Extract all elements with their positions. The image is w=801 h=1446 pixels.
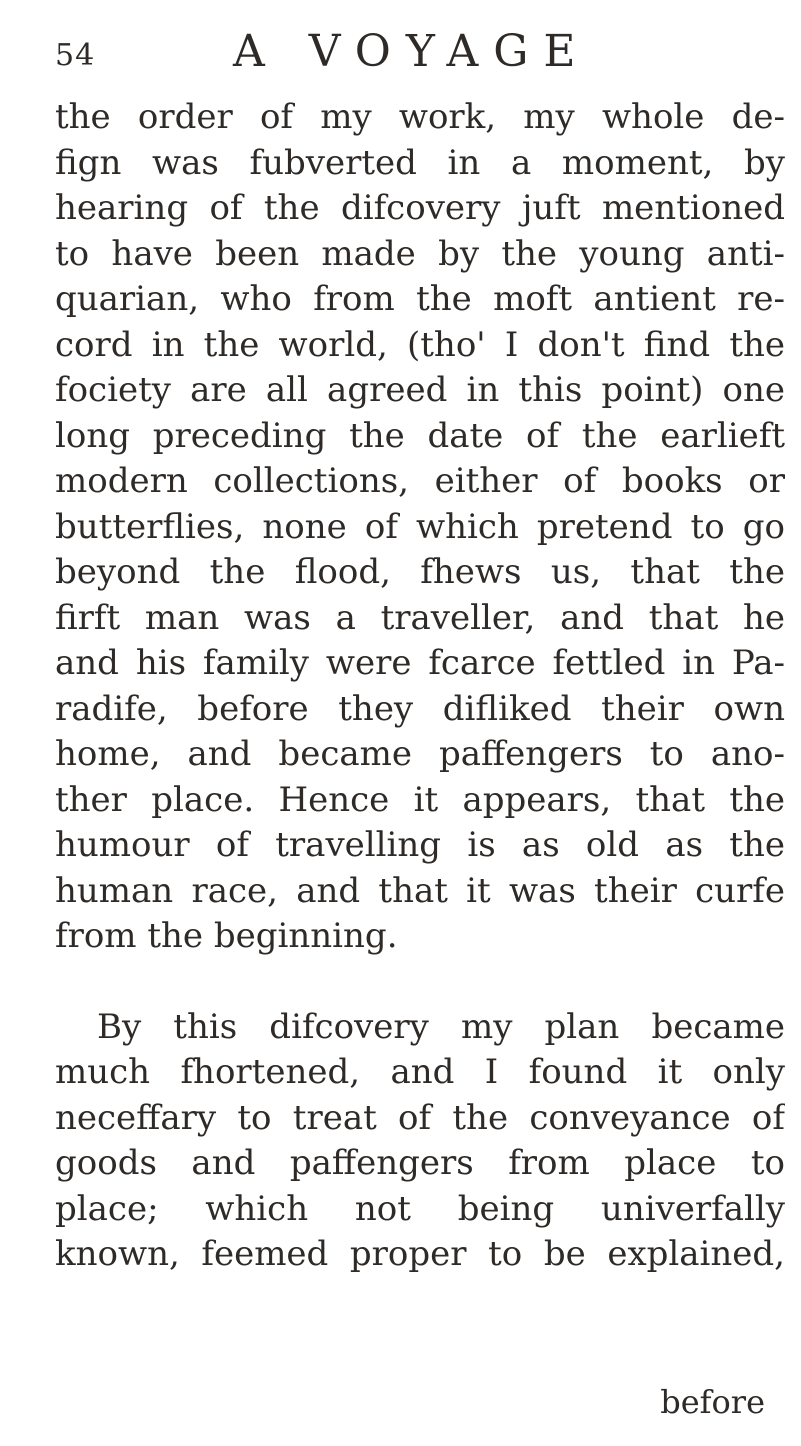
- paragraph-2: [55, 1005, 785, 1278]
- text-line: fociety are all agreed in this point) one: [55, 370, 785, 410]
- body-text: [55, 95, 785, 1278]
- running-title: A VOYAGE: [233, 26, 591, 77]
- text-line: quarian, who from the moft antient re-: [55, 279, 785, 319]
- catchword: before: [660, 1383, 765, 1421]
- paragraph-gap: [55, 960, 785, 1005]
- text-line: from the beginning.: [55, 916, 398, 956]
- text-line: and his family were fcarce fettled in Pa-: [55, 643, 785, 683]
- page-number: 54: [55, 38, 96, 73]
- text-line: humour of travelling is as old as the: [55, 825, 785, 865]
- running-head: [55, 26, 751, 80]
- text-line: ther place. Hence it appears, that the: [55, 779, 785, 820]
- text-line: the order of my work, my whole de-: [55, 97, 785, 137]
- text-line: neceffary to treat of the conveyance of: [55, 1097, 785, 1138]
- text-line: home, and became paffengers to ano-: [55, 734, 785, 774]
- text-line: radife, before they difliked their own: [55, 688, 785, 729]
- text-line: By this difcovery my plan became: [97, 1006, 785, 1047]
- text-line: beyond the flood, fhews us, that the: [55, 552, 785, 592]
- text-line: much fhortened, and I found it only: [55, 1052, 785, 1092]
- text-line: butterflies, none of which pretend to go: [55, 506, 785, 547]
- text-line: cord in the world, (tho' I don't find the: [55, 324, 785, 365]
- text-line: goods and paffengers from place to: [55, 1143, 785, 1183]
- paragraph-1: [55, 95, 785, 960]
- text-line: fign was fubverted in a moment, by: [55, 142, 785, 183]
- text-line: firft man was a traveller, and that he: [55, 597, 785, 638]
- text-line: known, feemed proper to be explained,: [55, 1234, 785, 1274]
- text-line: long preceding the date of the earlieft: [55, 415, 785, 456]
- text-line: to have been made by the young anti-: [55, 233, 785, 274]
- text-line: modern collections, either of books or: [55, 461, 785, 501]
- text-line: place; which not being univerfally: [55, 1188, 785, 1229]
- text-line: human race, and that it was their curfe: [55, 870, 785, 911]
- text-line: hearing of the difcovery juft mentioned: [55, 188, 785, 228]
